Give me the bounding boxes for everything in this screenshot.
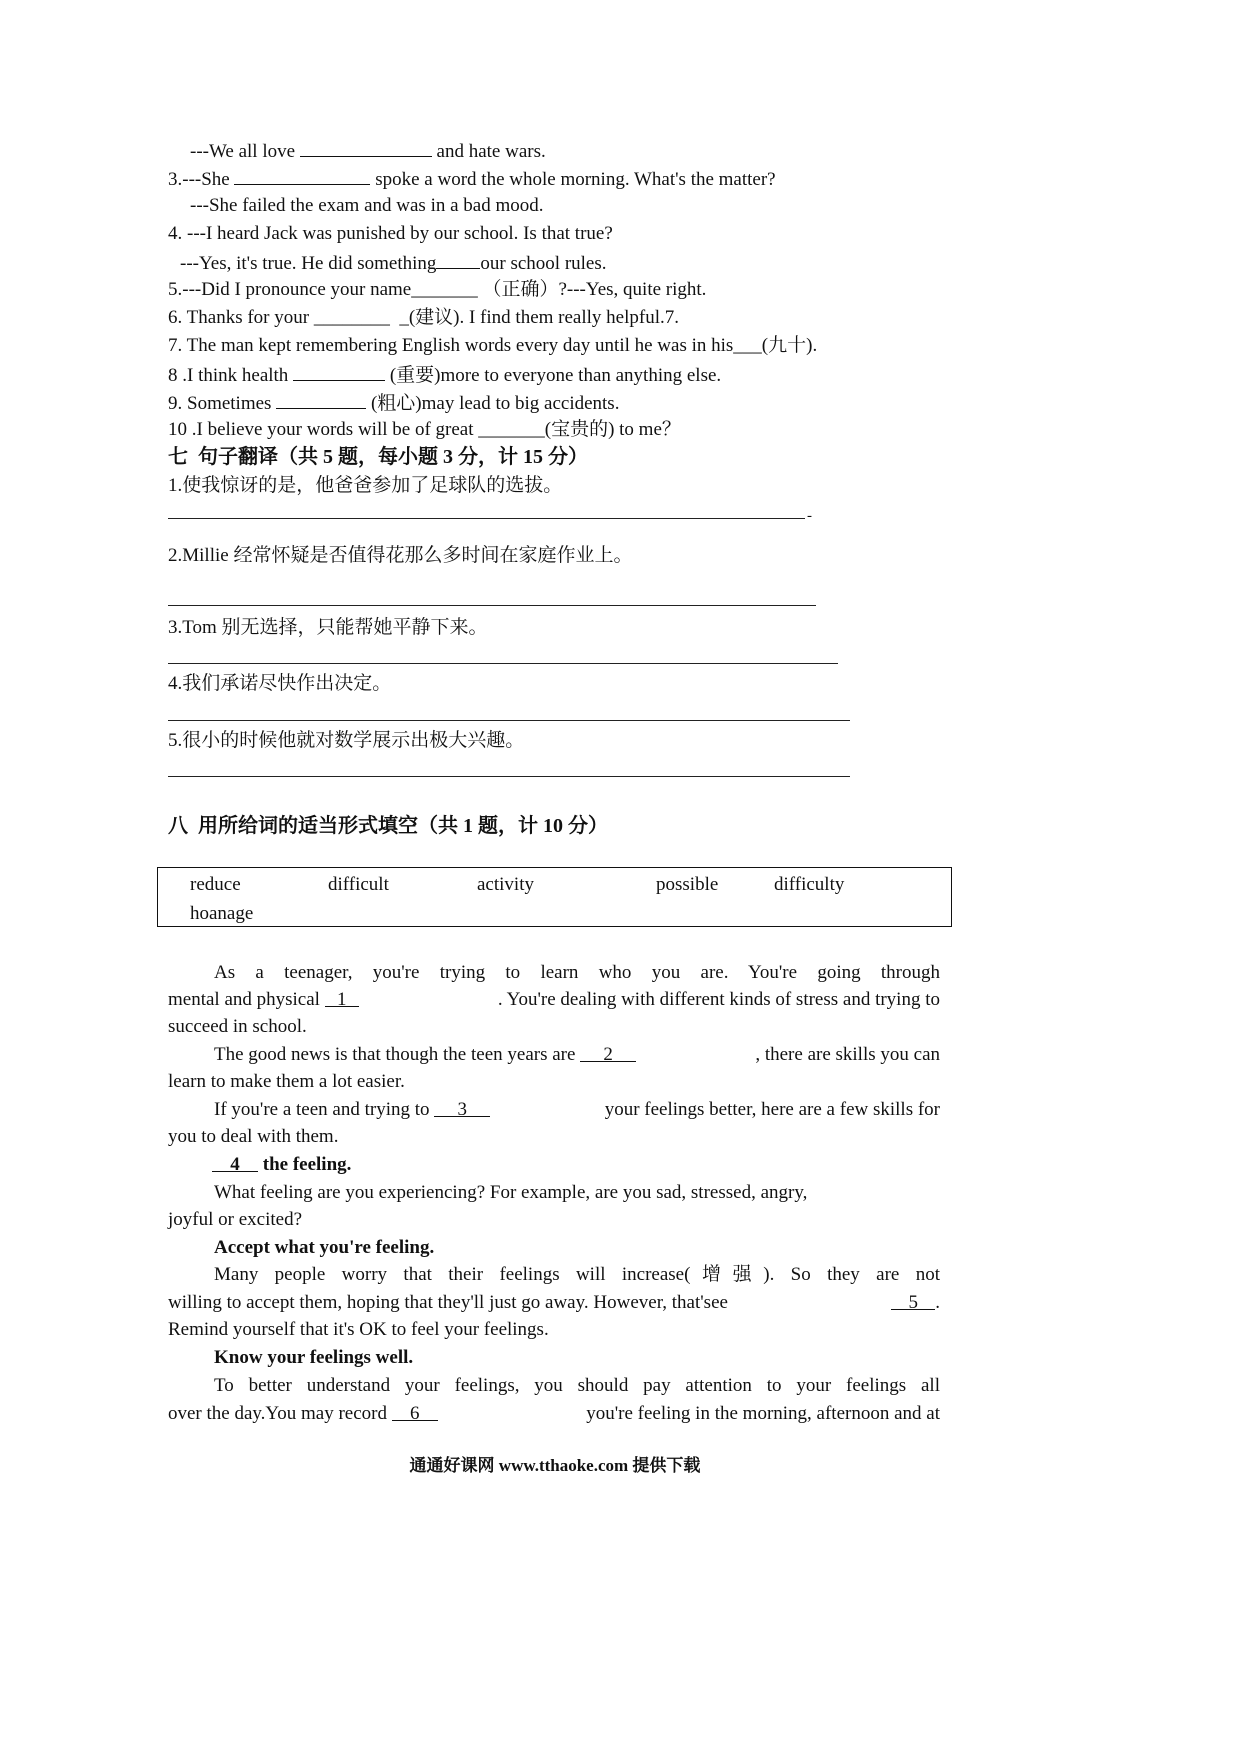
word-bank-item: difficult <box>328 874 389 895</box>
passage-line: To better understand your feelings, you should pay attention to your feelings all <box>214 1375 940 1396</box>
passage-line: As a teenager, you're trying to learn who you are. You're going through <box>214 962 940 983</box>
text: ---We all love <box>190 141 300 162</box>
passage-line: Remind yourself that it's OK to feel your feelings. <box>168 1319 549 1340</box>
passage-line: you to deal with them. <box>168 1126 339 1147</box>
blank-4: 4 <box>212 1153 258 1172</box>
section-8-heading: 八 用所给词的适当形式填空（共 1 题，计 10 分） <box>168 815 608 837</box>
blank-6: 6 <box>392 1402 438 1421</box>
text: your feelings better, here are a few skills for <box>599 1099 940 1120</box>
blank <box>436 250 480 269</box>
answer-line <box>168 776 850 777</box>
text: spoke a word the whole morning. What's the matter? <box>370 169 776 190</box>
text: , there are skills you can <box>755 1044 940 1065</box>
footer-watermark: 通通好课网 www.tthaoke.com 提供下载 <box>409 1456 701 1475</box>
text: The good news is that though the teen years are <box>214 1044 581 1065</box>
question-6: 6. Thanks for your ________ _(建议). I find them really helpful.7. <box>168 307 679 328</box>
text <box>214 1098 490 1122</box>
text: . <box>935 1292 940 1313</box>
answer-line <box>168 518 805 519</box>
blank-5: 5 <box>891 1291 935 1310</box>
blank <box>293 362 385 381</box>
text: our school rules. <box>480 253 607 274</box>
question-4-answer-line <box>180 250 607 276</box>
question-7: 7. The man kept remembering English words every day until he was in his___(九十). <box>168 335 818 356</box>
question-9 <box>168 390 619 416</box>
subheading-know: Know your feelings well. <box>214 1347 414 1368</box>
passage-line: succeed in school. <box>168 1016 307 1037</box>
text: (粗心)may lead to big accidents. <box>366 393 620 414</box>
passage-line: joyful or excited? <box>168 1209 303 1230</box>
blank <box>300 138 432 157</box>
blank <box>276 390 366 409</box>
question-3-answer-line: ---She failed the exam and was in a bad mood. <box>190 195 544 216</box>
translation-item-4: 4.我们承诺尽快作出决定。 <box>168 673 392 694</box>
question-4: 4. ---I heard Jack was punished by our school. Is that true? <box>168 223 613 244</box>
text: and hate wars. <box>431 141 546 162</box>
blank <box>234 166 370 185</box>
text: 8 .I think health <box>168 365 294 386</box>
question-8 <box>168 362 721 388</box>
word-bank-item: difficulty <box>774 874 845 895</box>
text: . You're dealing with different kinds of stress and trying to <box>497 989 940 1010</box>
question-3 <box>168 166 776 192</box>
answer-line <box>168 663 838 664</box>
passage-line <box>168 1291 940 1315</box>
text: 3.---She <box>168 169 235 190</box>
passage-line: Many people worry that their feelings will increase(增强). So they are not <box>214 1264 940 1285</box>
question-10: 10 .I believe your words will be of great _______(宝贵的) to me？ <box>168 419 681 440</box>
stray-dash: - <box>807 508 812 524</box>
word-bank-item: hoanage <box>190 903 254 924</box>
subheading-identify <box>212 1153 351 1177</box>
text <box>214 1043 636 1067</box>
text: If you're a teen and trying to <box>214 1099 435 1120</box>
text: mental and physical <box>168 989 325 1010</box>
text: willing to accept them, hoping that they'll just go away. However, that'see <box>168 1292 733 1313</box>
text: the feeling. <box>258 1154 352 1175</box>
text: ---Yes, it's true. He did something <box>180 253 437 274</box>
question-5: 5.---Did I pronounce your name_______ （正确）?---Yes, quite right. <box>168 279 707 300</box>
question-2-answer-line <box>190 138 546 164</box>
text <box>168 1402 438 1426</box>
text: you're feeling in the morning, afternoon and at <box>581 1403 940 1424</box>
section-7-heading: 七 句子翻译（共 5 题，每小题 3 分，计 15 分） <box>168 446 588 468</box>
answer-line <box>168 720 850 721</box>
answer-line <box>168 605 816 606</box>
text: 9. Sometimes <box>168 393 277 414</box>
passage-line: What feeling are you experiencing? For example, are you sad, stressed, angry, <box>214 1182 808 1203</box>
text: over the day.You may record <box>168 1403 392 1424</box>
word-bank-item: reduce <box>190 874 241 895</box>
word-bank-item: activity <box>477 874 534 895</box>
translation-item-5: 5.很小的时候他就对数学展示出极大兴趣。 <box>168 730 525 751</box>
blank-3: 3 <box>434 1098 490 1117</box>
passage-line: learn to make them a lot easier. <box>168 1071 405 1092</box>
translation-item-1: 1.使我惊讶的是，他爸爸参加了足球队的选拔。 <box>168 475 563 496</box>
passage-line <box>214 1098 940 1122</box>
text: (重要)more to everyone than anything else. <box>385 365 722 386</box>
translation-item-3: 3.Tom 别无选择，只能帮她平静下来。 <box>168 617 488 638</box>
passage-line <box>168 1402 940 1426</box>
text <box>168 988 359 1012</box>
passage-line <box>168 988 940 1012</box>
passage-line <box>214 1043 940 1067</box>
translation-item-2: 2.Millie 经常怀疑是否值得花那么多时间在家庭作业上。 <box>168 545 633 566</box>
word-bank-item: possible <box>656 874 719 895</box>
subheading-accept: Accept what you're feeling. <box>214 1237 435 1258</box>
blank-2: 2 <box>580 1043 636 1062</box>
text <box>891 1291 940 1315</box>
blank-1: 1 <box>325 988 359 1007</box>
